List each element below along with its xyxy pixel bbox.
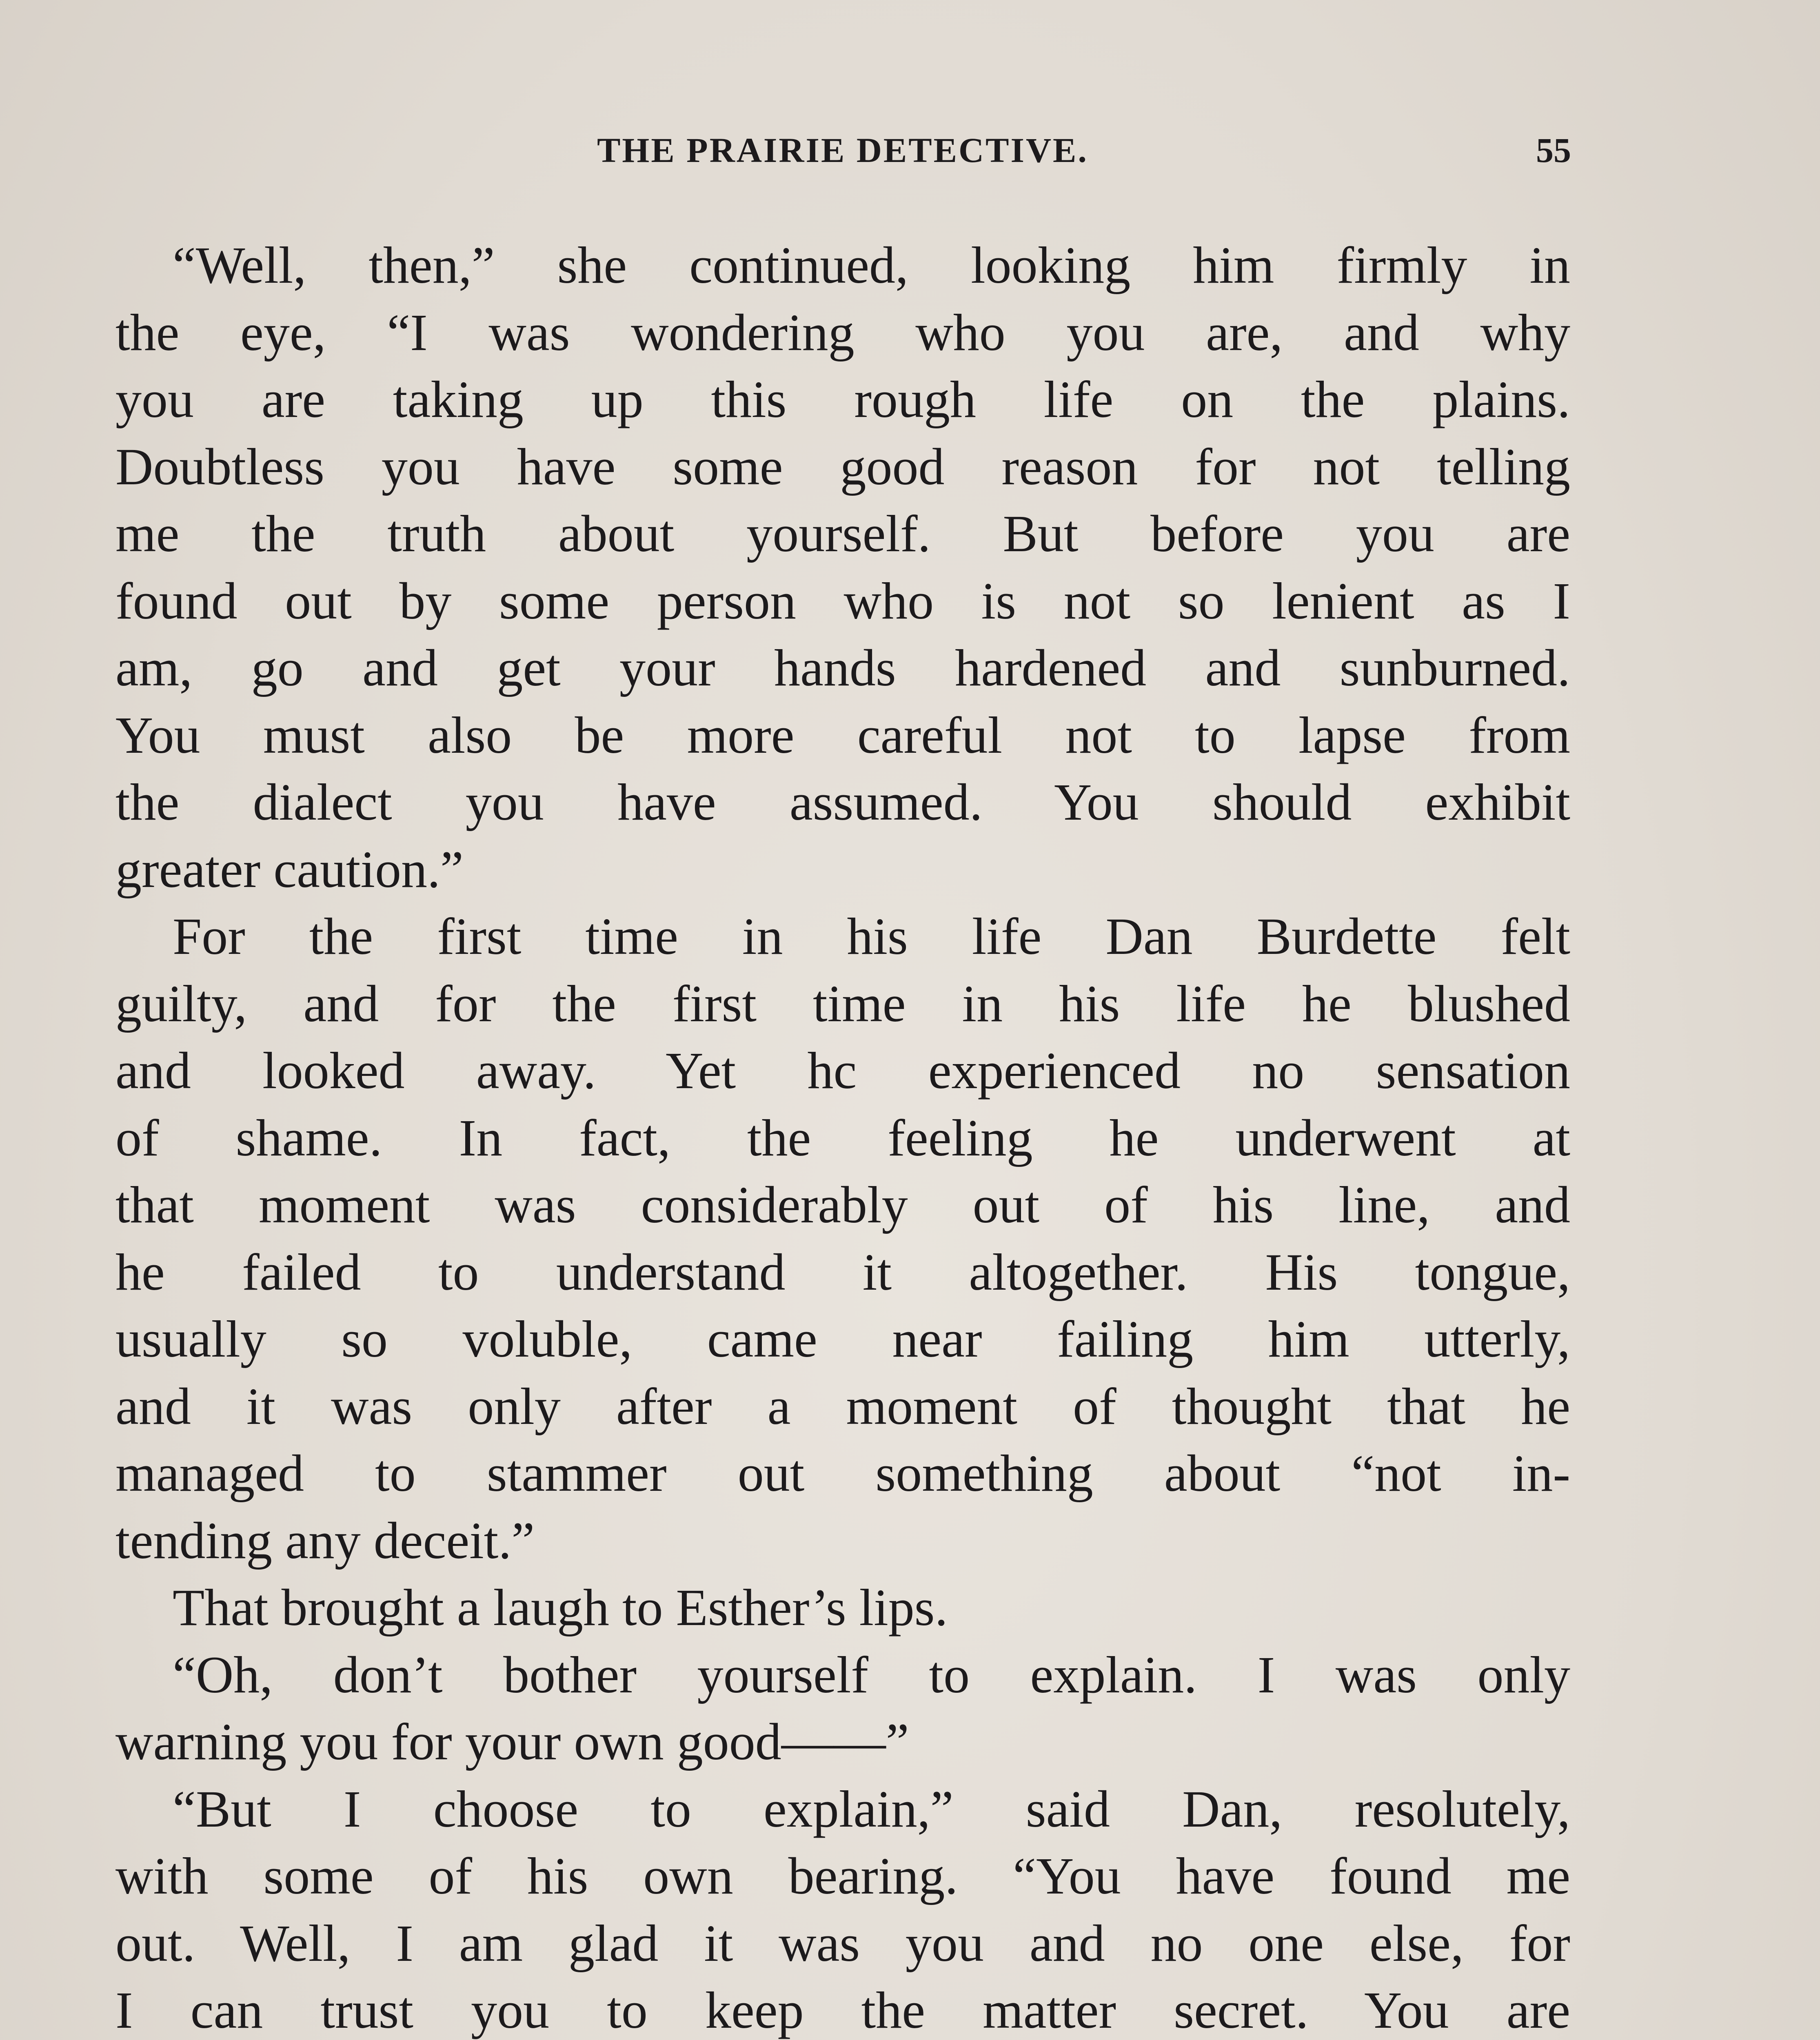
text-line: of shame. In fact, the feeling he underwent at bbox=[115, 1109, 1570, 1167]
text-line: greater caution.” bbox=[115, 840, 464, 898]
text-line: the dialect you have assumed. You should exhibit bbox=[115, 773, 1570, 831]
text-line: that moment was considerably out of his line, and bbox=[115, 1176, 1570, 1234]
text-line: found out by some person who is not so lenient as I bbox=[115, 572, 1570, 630]
text-line: he failed to understand it altogether. His tongue, bbox=[115, 1243, 1570, 1301]
text-line: tending any deceit.” bbox=[115, 1511, 535, 1570]
text-line: and looked away. Yet hc experienced no sensation bbox=[115, 1042, 1570, 1100]
text-line: me the truth about yourself. But before you are bbox=[115, 505, 1570, 563]
text-line: managed to stammer out something about “not in- bbox=[115, 1444, 1570, 1502]
text-line: am, go and get your hands hardened and sunburned. bbox=[115, 639, 1570, 697]
page-number: 55 bbox=[1536, 131, 1571, 170]
text-line: Doubtless you have some good reason for not telling bbox=[115, 437, 1570, 496]
text-line: “Well, then,” she continued, looking him firmly in bbox=[173, 236, 1570, 294]
text-line: For the first time in his life Dan Burdette felt bbox=[173, 907, 1570, 965]
text-line: “Oh, don’t bother yourself to explain. I was only bbox=[173, 1645, 1570, 1704]
text-line: the eye, “I was wondering who you are, and why bbox=[115, 303, 1570, 361]
text-line: You must also be more careful not to lapse from bbox=[115, 706, 1570, 764]
text-line: usually so voluble, came near failing him utterly, bbox=[115, 1310, 1570, 1368]
text-line: guilty, and for the first time in his life he blushed bbox=[115, 974, 1570, 1033]
text-line: warning you for your own good——” bbox=[115, 1713, 909, 1771]
running-title: THE PRAIRIE DETECTIVE. bbox=[597, 131, 1088, 170]
page-header bbox=[114, 130, 1571, 187]
text-line: I can trust you to keep the matter secret. You are bbox=[115, 1981, 1570, 2039]
text-line: with some of his own bearing. “You have found me bbox=[115, 1847, 1570, 1905]
text-line: “But I choose to explain,” said Dan, resolutely, bbox=[173, 1780, 1570, 1838]
body-text bbox=[115, 232, 1570, 2040]
text-line: you are taking up this rough life on the plains. bbox=[115, 370, 1570, 428]
text-line: out. Well, I am glad it was you and no one else, for bbox=[115, 1914, 1570, 1972]
text-line: and it was only after a moment of thought that he bbox=[115, 1377, 1570, 1435]
text-line: That brought a laugh to Esther’s lips. bbox=[173, 1579, 948, 1636]
